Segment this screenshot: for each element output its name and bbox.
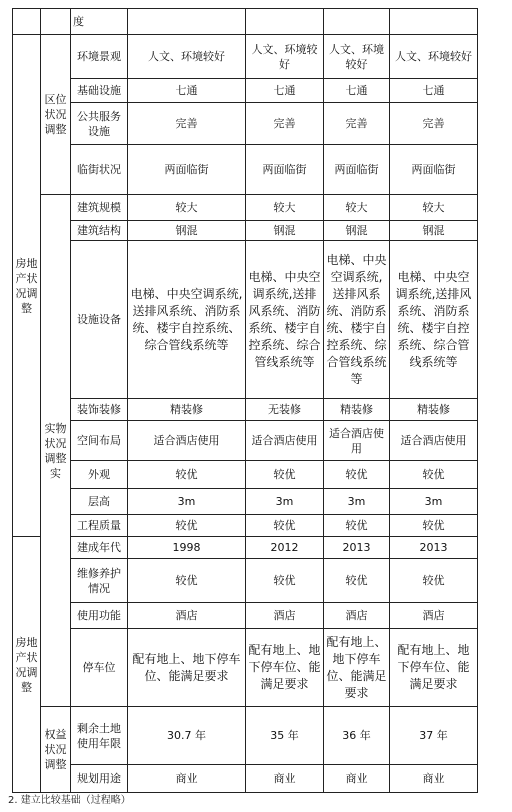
table-row: [13, 9, 478, 35]
value-cell: 两面临街: [128, 145, 246, 195]
value-cell: 适合酒店使用: [128, 421, 246, 461]
table-row: [13, 103, 478, 145]
value-cell: 酒店: [128, 603, 246, 629]
blank-cell: [13, 9, 41, 35]
group-label-location: 区位状况调整: [41, 35, 71, 195]
value-cell: 酒店: [390, 603, 478, 629]
value-cell: 较大: [246, 195, 324, 221]
value-cell: 完善: [246, 103, 324, 145]
value-cell: 七通: [390, 79, 478, 103]
value-cell: 商业: [128, 765, 246, 793]
value-cell: 完善: [324, 103, 390, 145]
value-cell: 较优: [324, 559, 390, 603]
table-row: [13, 421, 478, 461]
value-cell: 两面临街: [246, 145, 324, 195]
blank-cell: [128, 9, 246, 35]
value-cell: 七通: [324, 79, 390, 103]
value-cell: 电梯、中央空调系统,送排风系统、消防系统、楼宇自控系统、综合管线系统等: [246, 241, 324, 399]
value-cell: 两面临街: [324, 145, 390, 195]
table-row: [13, 145, 478, 195]
group-label-realty-a: 房地产状况调整: [13, 35, 41, 537]
value-cell: 35 年: [246, 707, 324, 765]
blank-cell: [390, 9, 478, 35]
item-label: 层高: [71, 489, 128, 515]
value-cell: 2013: [390, 537, 478, 559]
item-label: 外观: [71, 461, 128, 489]
value-cell: 36 年: [324, 707, 390, 765]
value-cell: 两面临街: [390, 145, 478, 195]
value-cell: 人文、环境较好: [390, 35, 478, 79]
value-cell: 较优: [390, 515, 478, 537]
value-cell: 较优: [128, 461, 246, 489]
value-cell: 完善: [390, 103, 478, 145]
value-cell: 3m: [246, 489, 324, 515]
table-row: [13, 241, 478, 399]
value-cell: 3m: [390, 489, 478, 515]
group-label-realty-b: 房地产状况调整: [13, 537, 41, 793]
value-cell: 较优: [390, 461, 478, 489]
group-label-physical: 实物状况调整实: [41, 195, 71, 707]
item-label: 环境景观: [71, 35, 128, 79]
table-row: [13, 399, 478, 421]
table-row: [13, 559, 478, 603]
value-cell: 酒店: [324, 603, 390, 629]
item-label: 空间布局: [71, 421, 128, 461]
value-cell: 适合酒店使用: [390, 421, 478, 461]
value-cell: 钢混: [390, 221, 478, 241]
table-row: [13, 765, 478, 793]
item-label: 临街状况: [71, 145, 128, 195]
value-cell: 商业: [390, 765, 478, 793]
value-cell: 2013: [324, 537, 390, 559]
table-row: [13, 629, 478, 707]
item-label: 剩余土地使用年限: [71, 707, 128, 765]
value-cell: 酒店: [246, 603, 324, 629]
value-cell: 适合酒店使用: [246, 421, 324, 461]
value-cell: 人文、环境较好: [246, 35, 324, 79]
value-cell: 七通: [128, 79, 246, 103]
value-cell: 30.7 年: [128, 707, 246, 765]
value-cell: 电梯、中央空调系统,送排风系统、消防系统、楼宇自控系统、综合管线系统等: [324, 241, 390, 399]
value-cell: 2012: [246, 537, 324, 559]
group-label-rights: 权益状况调整: [41, 707, 71, 793]
item-label: 建筑结构: [71, 221, 128, 241]
blank-cell: [324, 9, 390, 35]
value-cell: 较优: [324, 461, 390, 489]
value-cell: 配有地上、地下停车位、能满足要求: [390, 629, 478, 707]
table-row: [13, 707, 478, 765]
item-label: 公共服务设施: [71, 103, 128, 145]
value-cell: 钢混: [128, 221, 246, 241]
item-label: 装饰装修: [71, 399, 128, 421]
value-cell: 较大: [324, 195, 390, 221]
value-cell: 人文、环境较好: [128, 35, 246, 79]
value-cell: 完善: [128, 103, 246, 145]
table-row: [13, 221, 478, 241]
value-cell: 七通: [246, 79, 324, 103]
value-cell: 配有地上、地下停车位、能满足要求: [246, 629, 324, 707]
value-cell: 较大: [128, 195, 246, 221]
value-cell: 无装修: [246, 399, 324, 421]
table-row: [13, 537, 478, 559]
item-label: 使用功能: [71, 603, 128, 629]
value-cell: 3m: [324, 489, 390, 515]
item-label: 建筑规模: [71, 195, 128, 221]
value-cell: 商业: [324, 765, 390, 793]
value-cell: 钢混: [324, 221, 390, 241]
value-cell: 钢混: [246, 221, 324, 241]
value-cell: 较优: [246, 559, 324, 603]
value-cell: 3m: [128, 489, 246, 515]
comparison-table: [12, 8, 478, 793]
value-cell: 较大: [390, 195, 478, 221]
table-row: [13, 195, 478, 221]
table-row: [13, 461, 478, 489]
value-cell: 精装修: [324, 399, 390, 421]
table-row: [13, 515, 478, 537]
item-label: 工程质量: [71, 515, 128, 537]
table-row: [13, 603, 478, 629]
section-caption: 2. 建立比较基础（过程略）: [8, 795, 131, 806]
item-label: 设施设备: [71, 241, 128, 399]
value-cell: 适合酒店使用: [324, 421, 390, 461]
value-cell: 电梯、中央空调系统,送排风系统、消防系统、楼宇自控系统、综合管线系统等: [390, 241, 478, 399]
row-label: 度: [71, 9, 128, 35]
blank-cell: [246, 9, 324, 35]
value-cell: 1998: [128, 537, 246, 559]
value-cell: 精装修: [128, 399, 246, 421]
value-cell: 较优: [128, 515, 246, 537]
item-label: 维修养护情况: [71, 559, 128, 603]
item-label: 停车位: [71, 629, 128, 707]
table-row: [13, 79, 478, 103]
value-cell: 商业: [246, 765, 324, 793]
value-cell: 人文、环境较好: [324, 35, 390, 79]
value-cell: 配有地上、地下停车位、能满足要求: [324, 629, 390, 707]
item-label: 基础设施: [71, 79, 128, 103]
value-cell: 较优: [246, 515, 324, 537]
value-cell: 电梯、中央空调系统,送排风系统、消防系统、楼宇自控系统、综合管线系统等: [128, 241, 246, 399]
value-cell: 37 年: [390, 707, 478, 765]
value-cell: 较优: [246, 461, 324, 489]
value-cell: 较优: [324, 515, 390, 537]
item-label: 规划用途: [71, 765, 128, 793]
table-row: [13, 489, 478, 515]
value-cell: 配有地上、地下停车位、能满足要求: [128, 629, 246, 707]
value-cell: 较优: [128, 559, 246, 603]
table-row: [13, 35, 478, 79]
value-cell: 精装修: [390, 399, 478, 421]
item-label: 建成年代: [71, 537, 128, 559]
blank-cell: [41, 9, 71, 35]
value-cell: 较优: [390, 559, 478, 603]
